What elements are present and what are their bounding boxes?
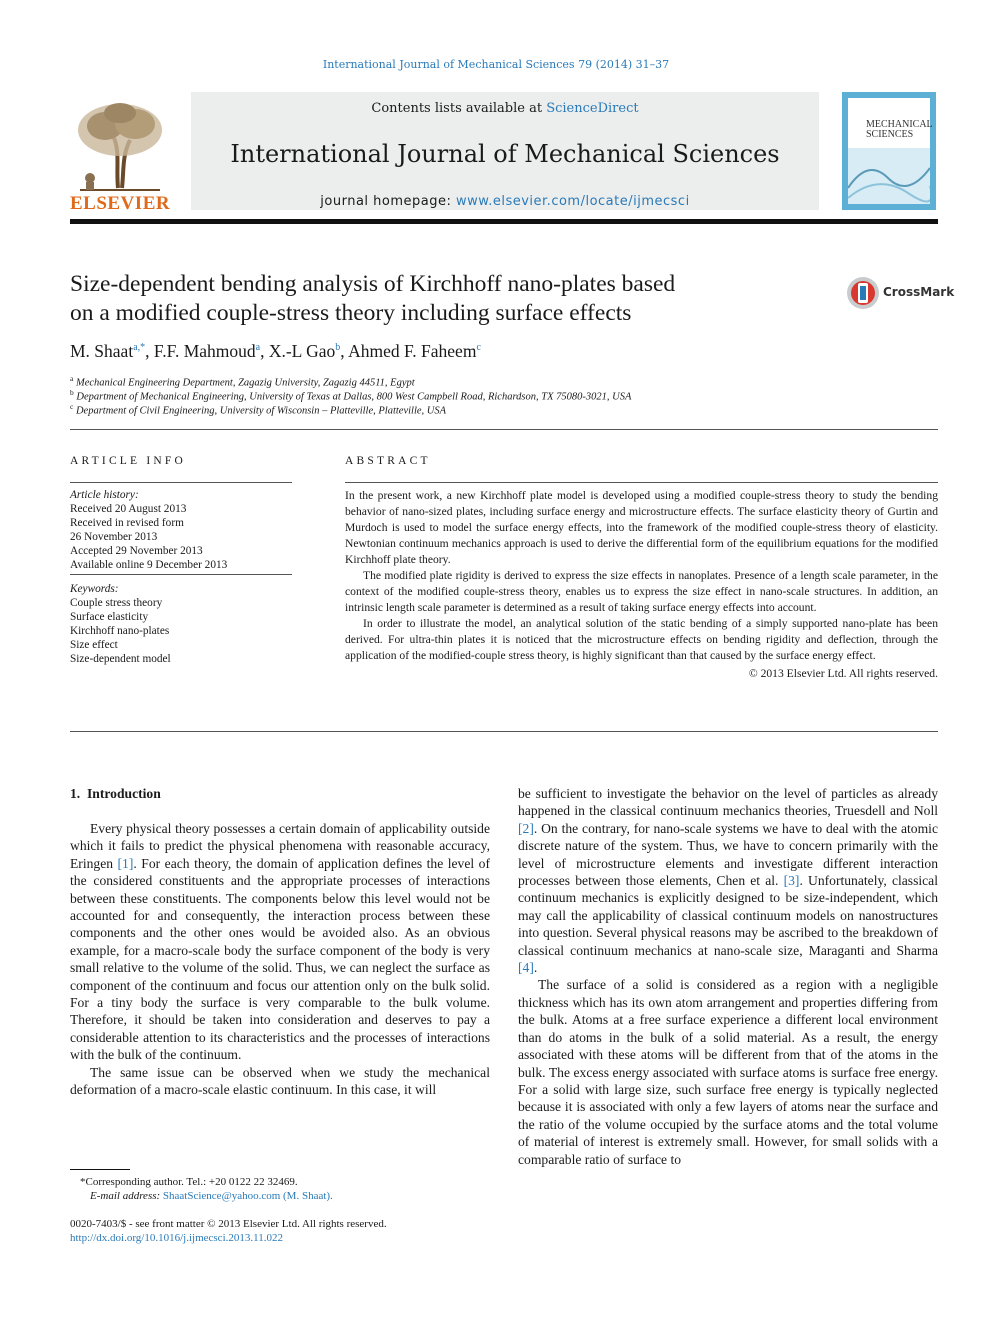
footnote-marker: * xyxy=(80,1176,86,1188)
author-name[interactable]: F.F. Mahmoud xyxy=(153,341,256,361)
elsevier-wordmark: ELSEVIER xyxy=(70,193,171,214)
keywords-block xyxy=(70,582,292,666)
crossmark-icon xyxy=(846,276,880,310)
history-item: 26 November 2013 xyxy=(70,531,158,543)
running-head: International Journal of Mechanical Sciences 79 (2014) 31–37 xyxy=(322,58,670,71)
history-item: Received 20 August 2013 xyxy=(70,503,187,515)
crossmark-label: CrossMark xyxy=(883,285,955,299)
article-info-rule xyxy=(70,482,292,483)
abstract-paragraph: In the present work, a new Kirchhoff plate model is developed using a modified couple-stress theory to study the bending behavior of nano-sized plates, including surface energy and microstructure effects. The surface elasticity theory of Gurtin and Murdoch is used to model the surface energy effects, into the framework of the modified couple-stress theory of elasticity. Newtonian continuum mechanics approach is used to derive the differential form of the equilibrium equations for the modified Kirchhoff plate theory. xyxy=(345,489,938,566)
body-text: . Unfortunately, classical continuum mechanics is explicitly designed to be size-independent, which may call the applicability of classical continuum models on nanostructures into question. Several physical reasons may be ascribed to the breakdown of classical continuum mechanics at nano-scale size, Maraganti and Sharma xyxy=(518,873,938,958)
section-title: Introduction xyxy=(87,786,161,801)
title-line-1: Size-dependent bending analysis of Kirchhoff nano-plates based xyxy=(70,271,676,297)
history-item: Accepted 29 November 2013 xyxy=(70,545,203,557)
cover-title: MECHANICAL SCIENCES xyxy=(866,119,933,140)
author-name[interactable]: X.-L Gao xyxy=(268,341,336,361)
section-number: 1. xyxy=(70,786,81,801)
abstract-paragraph: The modified plate rigidity is derived to express the size effects in nanoplates. Presence of a length scale parameter, in the context of the modified couple-stress theory, enables us to express the size effect in nano-scale structures. In addition, an intrinsic length scale parameter is determined as a result of taking surface energy effects into account. xyxy=(345,569,938,614)
history-item: Available online 9 December 2013 xyxy=(70,559,228,571)
abstract-body xyxy=(345,488,938,682)
footnote-rule xyxy=(70,1169,130,1170)
contents-line xyxy=(191,101,819,116)
affiliation-marker: b xyxy=(70,388,74,397)
author-sup[interactable]: b xyxy=(335,342,341,354)
history-label: Article history: xyxy=(70,489,139,501)
cover-graphic xyxy=(848,148,930,204)
author-name[interactable]: Ahmed F. Faheem xyxy=(348,341,477,361)
email-label: E-mail address: xyxy=(90,1190,163,1202)
body-column-left xyxy=(70,820,490,1099)
body-column-right xyxy=(518,785,938,1168)
author-sup[interactable]: c xyxy=(476,342,481,354)
body-paragraph xyxy=(518,785,938,976)
keywords-label: Keywords: xyxy=(70,583,119,595)
keywords-rule xyxy=(70,574,292,575)
author-sup[interactable]: a,* xyxy=(133,342,146,354)
body-text: be sufficient to investigate the behavior on the level of particles as already happened in the classical continuum mechanics theories, Truesdell and Noll xyxy=(518,786,938,819)
citation-link[interactable]: [3] xyxy=(783,873,800,889)
doi-link[interactable]: http://dx.doi.org/10.1016/j.ijmecsci.2013.11.022 xyxy=(70,1232,283,1244)
journal-homepage-link[interactable]: www.elsevier.com/locate/ijmecsci xyxy=(456,194,690,209)
body-text: . xyxy=(533,960,538,976)
article-title xyxy=(70,270,790,328)
body-text: Every physical theory possesses a certain domain of applicability outside which it fails to predict the physical phenomena with reasonable accuracy, Eringen xyxy=(70,821,490,871)
crossmark-badge[interactable] xyxy=(846,276,955,310)
affiliation-a xyxy=(70,374,930,389)
abstract-heading: ABSTRACT xyxy=(345,455,431,467)
corresponding-author-text: Corresponding author. Tel.: +20 0122 22 32469. xyxy=(85,1176,298,1188)
body-paragraph: The same issue can be observed when we study the mechanical deformation of a macro-scale elastic continuum. In this case, it will xyxy=(70,1064,490,1098)
abstract-copyright: © 2013 Elsevier Ltd. All rights reserved. xyxy=(748,667,938,680)
body-text: . On the contrary, for nano-scale systems we have to deal with the atomic discrete nature of the system. Thus, we have to concern primarily with the level of microstructure elements and investigate different interaction processes between those elements, Chen et al. xyxy=(518,820,938,889)
affiliation-text: Mechanical Engineering Department, Zagazig University, Zagazig 44511, Egypt xyxy=(75,377,415,389)
affiliation-text: Department of Mechanical Engineering, University of Texas at Dallas, 800 West Campbell Road, Richardson, TX 75080-3021, USA xyxy=(76,391,632,403)
keyword: Size-dependent model xyxy=(70,653,171,665)
author-list: M. Shaat$^{a,*}$, F.F. Mahmoud$^a$, X.-L Gao$^b$, Ahmed F. Faheem$^c$ xyxy=(70,341,481,361)
article-info-heading: ARTICLE INFO xyxy=(70,455,186,467)
affiliation-c xyxy=(70,402,930,417)
title-line-2: on a modified couple-stress theory including surface effects xyxy=(70,300,632,326)
citation-link[interactable]: [4] xyxy=(518,960,534,976)
keyword: Size effect xyxy=(70,639,118,651)
footnote-corresponding xyxy=(80,1175,500,1189)
homepage-line xyxy=(191,194,819,209)
affiliation-text: Department of Civil Engineering, University of Wisconsin – Platteville, Platteville, USA xyxy=(75,405,447,417)
keyword: Surface elasticity xyxy=(70,611,149,623)
citation-link[interactable]: [2] xyxy=(518,820,534,836)
author-sup[interactable]: a xyxy=(255,342,261,354)
keyword: Kirchhoff nano-plates xyxy=(70,625,170,637)
journal-name: International Journal of Mechanical Sciences xyxy=(230,140,780,168)
body-paragraph: The surface of a solid is considered as a region with a negligible thickness which has its own atom arrangement and properties differing from the bulk. Atoms at a free surface experience a different local environment than do atoms in the bulk of a solid material. As a result, the energy associated with these atoms will be different from that of the atoms in the bulk. The excess energy associated with surface atoms is surface free energy. For a solid with large size, such surface free energy is typically neglected because it is associated with only a few layers of atoms near the surface and the ratio of the volume occupied by the surface atoms and the total volume of material of interest is extremely small. However, for small solids with a comparable ratio of surface to xyxy=(518,977,938,1167)
email-link[interactable]: ShaatScience@yahoo.com (M. Shaat). xyxy=(162,1190,333,1202)
sciencedirect-link[interactable]: ScienceDirect xyxy=(546,101,639,116)
affiliation-rule xyxy=(70,429,938,430)
affiliation-marker: c xyxy=(70,402,74,411)
author-name[interactable]: M. Shaat xyxy=(70,341,134,361)
abstract-rule xyxy=(345,482,938,483)
citation-link[interactable]: [1] xyxy=(117,855,134,871)
contents-prefix: Contents lists available at xyxy=(371,101,547,116)
footnote-email xyxy=(90,1189,510,1203)
affiliation-marker: a xyxy=(70,374,74,383)
abstract-paragraph: In order to illustrate the model, an analytical solution of the static bending of a simply supported nano-plate has been derived. For ultra-thin plates it is noticed that the microstructure effects on bending rigidity and deflection, through the application of the modified-couple stress theory, is highly significant than that caused by the surface energy effect. xyxy=(345,617,938,662)
history-item: Received in revised form xyxy=(70,517,184,529)
keyword: Couple stress theory xyxy=(70,597,163,609)
cover-page xyxy=(848,98,933,204)
section-heading-introduction xyxy=(70,786,161,802)
doi-line xyxy=(70,1231,550,1245)
header-rule xyxy=(70,219,938,224)
issn-line: 0020-7403/$ - see front matter © 2013 Elsevier Ltd. All rights reserved. xyxy=(70,1218,387,1230)
affiliation-b xyxy=(70,388,930,403)
homepage-prefix: journal homepage: xyxy=(320,194,457,209)
abstract-bottom-rule xyxy=(70,731,938,732)
journal-cover-thumbnail xyxy=(842,92,936,210)
article-history xyxy=(70,488,292,572)
body-text: . For each theory, the domain of application defines the level of the considered constituents and the appropriate processes of interactions between these constituents. The components below this level would not be accounted for and consequently, the interaction process between these components and the other ones would be avoided also. As an obvious example, for a macro-scale body the surface component of the body is very small relative to the volume of the solid. Thus, we can neglect the surface as component of the continuum and focus our attention only on the bulk solid. For a tiny body the surface is very comparable to the bulk volume. Therefore, it should be taken into consideration and deserves to pay a considerable attention to its characteristics and the processes of interactions with the bulk of the continuum. xyxy=(70,855,490,1063)
body-paragraph xyxy=(70,820,490,1064)
